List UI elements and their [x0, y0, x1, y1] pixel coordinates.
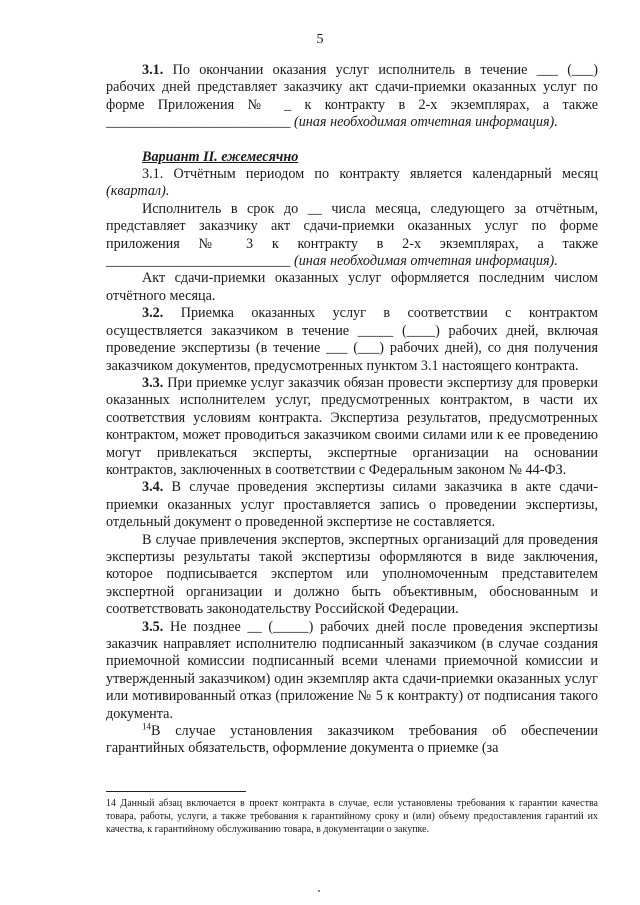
paragraph-3-4: [106, 479, 598, 531]
paragraph-3-3: [106, 375, 598, 479]
clause-number: 3.2.: [142, 305, 164, 322]
paragraph-3-5: [106, 619, 598, 723]
page-number: 5: [316, 32, 324, 47]
variant-heading-line: [106, 149, 598, 166]
paragraph-text: В случае установления заказчиком требования об обеспечении гарантийных обязательств, оформление документа о приемке (за: [106, 723, 598, 757]
italic-note: (квартал).: [106, 183, 170, 200]
paragraph-text: При приемке услуг заказчик обязан провести экспертизу для проверки оказанных исполнителем услуг, предусмотренных контрактом, в части их соответствия условиям контракта. Экспертиза результатов, предусмотренных контрактом, может проводиться заказчиком своими силами или к ее проведению могут привлекаться эксперты, экспертные организации на основании контрактов, заключенных в соответствии с Федеральным законом № 44-ФЗ.: [106, 374, 599, 478]
italic-note: (иная необходимая отчетная информация).: [293, 114, 558, 131]
footnote-marker: 14: [142, 721, 151, 732]
italic-note: (иная необходимая отчетная информация).: [293, 253, 558, 270]
variant-paragraph-3-1: [106, 166, 598, 201]
paragraph-text: Исполнитель в срок до __ числа месяца, следующего за отчётным, представляет заказчику акт сдачи-приемки оказанных услуг по форме приложения № 3 к контракту в 2-х экземплярах, а также __________________________: [106, 200, 598, 270]
paragraph-experts: В случае привлечения экспертов, экспертных организаций для проведения экспертизы результаты такой экспертизы оформляются в виде заключения, которое подписывается экспертом или уполномоченным представителем экспертной организации и должно быть объективным, обоснованным и соответствовать законодательству Российской Федерации.: [106, 531, 598, 618]
footnote: 14 Данный абзац включается в проект контракта в случае, если установлены требования к гарантии качества товара, работы, услуги, а также требования к гарантийному сроку и (или) объему предоставления гарантий их качества, к гарантийному обслуживанию товара, в документации о закупке.: [106, 798, 598, 836]
clause-number: 3.1.: [142, 62, 164, 78]
clause-number: 3.5.: [142, 618, 164, 635]
paragraph-guarantee: [106, 723, 598, 758]
paragraph-3-2: [106, 305, 598, 375]
clause-number: 3.3.: [142, 374, 164, 391]
spacer: [106, 132, 598, 149]
paragraph-text: Приемка оказанных услуг в соответствии с контрактом осуществляется заказчиком в течение _____ (____) рабочих дней, включая проведение экспертизы (в течение ___ (___) рабочих дней), со дня получения заказчиком документов, предусмотренных пунктом 3.1 настоящего контракта.: [106, 305, 598, 374]
variant-heading: Вариант II. ежемесячно: [142, 148, 299, 165]
footnote-separator: [106, 791, 246, 792]
paragraph-text: По окончании оказания услуг исполнитель в течение ___ (___) рабочих дней представляет заказчику акт сдачи-приемки оказанных услуг по форме Приложения № _ к контракту в 2-х экземплярах, а также __________________________: [106, 62, 598, 131]
paragraph-text: 3.1. Отчётным периодом по контракту является календарный месяц: [142, 166, 598, 183]
paragraph-text: Не позднее __ (_____) рабочих дней после проведения экспертизы заказчик направляет исполнителю подписанный заказчиком (в случае создания приемочной комиссии подписанный всеми членами приемочной комиссии и утвержденный заказчиком) один экземпляр акта сдачи-приемки оказанных услуг или мотивированный отказ (приложение № 5 к контракту) от подписания такого документа.: [106, 618, 599, 722]
variant-act-paragraph: Акт сдачи-приемки оказанных услуг оформляется последним числом отчётного месяца.: [106, 270, 598, 304]
clause-number: 3.4.: [142, 479, 164, 496]
scan-speck: [318, 890, 320, 892]
variant-executor-paragraph: [106, 201, 598, 271]
paragraph-text: В случае проведения экспертизы силами заказчика в акте сдачи-приемки оказанных услуг проставляется запись о проведении экспертизы, отдельный документ о проведенной экспертизе не составляется.: [106, 479, 598, 531]
main-text: [106, 62, 598, 758]
paragraph-3-1: [106, 62, 598, 132]
